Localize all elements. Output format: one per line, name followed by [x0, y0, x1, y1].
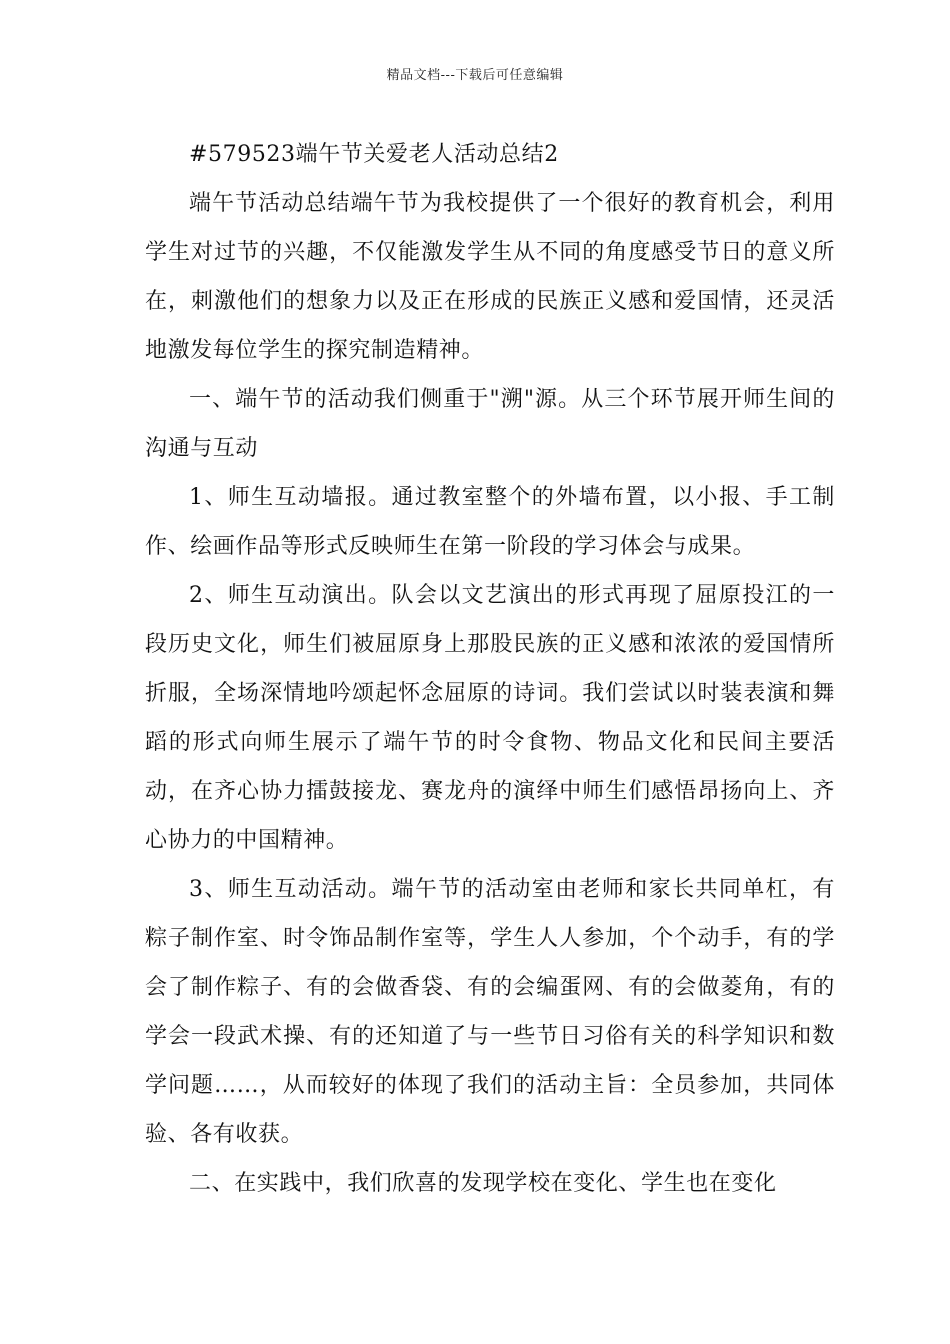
paragraph-item-three: 3、师生互动活动。端午节的活动室由老师和家长共同单杠，有粽子制作室、时令饰品制作室等，学生人人参加，个个动手，有的学会了制作粽子、有的会做香袋、有的会编蛋网、有的会做菱角，有的学会一段武术操、有的还知道了与一些节日习俗有关的科学知识和数学问题……，从而较好的体现了我们的活动主旨：全员参加，共同体验、各有收获。: [145, 877, 835, 1147]
paragraph-item-two: 2、师生互动演出。队会以文艺演出的形式再现了屈原投江的一段历史文化，师生们被屈原身上那股民族的正义感和浓浓的爱国情所折服，全场深情地吟颂起怀念屈原的诗词。我们尝试以时装表演和舞蹈的形式向师生展示了端午节的时令食物、物品文化和民间主要活动，在齐心协力擂鼓接龙、赛龙舟的演绎中师生们感悟昂扬向上、齐心协力的中国精神。: [145, 583, 835, 853]
paragraph-section-one: 一、端午节的活动我们侧重于"溯"源。从三个环节展开师生间的沟通与互动: [145, 387, 835, 461]
paragraph-intro: 端午节活动总结端午节为我校提供了一个很好的教育机会，利用学生对过节的兴趣，不仅能激发学生从不同的角度感受节日的意义所在，刺激他们的想象力以及正在形成的民族正义感和爱国情，还灵活地激发每位学生的探究制造精神。: [145, 191, 835, 363]
page-header: 精品文档---下载后可任意编辑: [386, 68, 564, 83]
paragraph-item-one: 1、师生互动墙报。通过教室整个的外墙布置，以小报、手工制作、绘画作品等形式反映师生在第一阶段的学习体会与成果。: [145, 485, 835, 559]
document-body: [145, 130, 835, 1208]
paragraph-section-two: 二、在实践中，我们欣喜的发现学校在变化、学生也在变化: [189, 1171, 777, 1196]
document-title: #579523端午节关爱老人活动总结2: [189, 142, 559, 167]
